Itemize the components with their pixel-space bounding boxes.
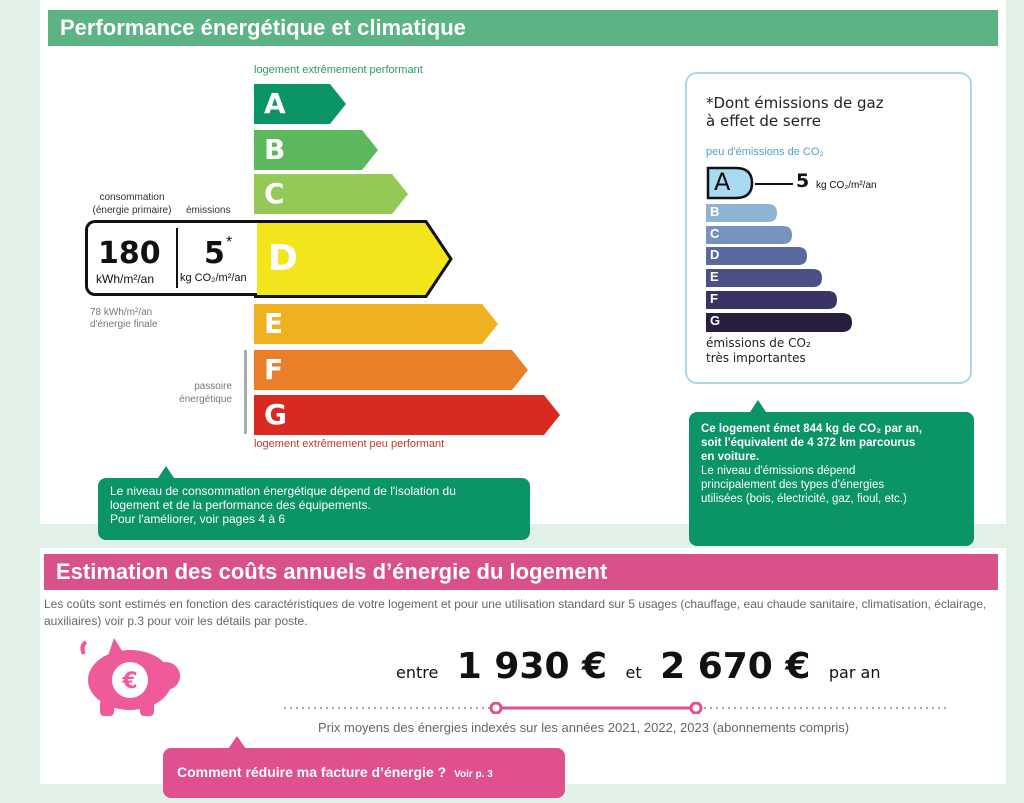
ges-callout-line1: Ce logement émet 844 kg de CO₂ par an, bbox=[701, 423, 923, 435]
energy-section-title: Performance énergétique et climatique bbox=[48, 10, 998, 46]
cost-between: entre bbox=[396, 663, 439, 682]
ges-class-a-current bbox=[706, 166, 754, 205]
cost-low: 1 930 € bbox=[456, 646, 608, 687]
ges-class-a-letter: A bbox=[714, 168, 731, 196]
consumption-divider bbox=[176, 228, 178, 288]
ges-callout bbox=[689, 412, 974, 546]
ges-class-b bbox=[706, 204, 777, 227]
ges-callout-line5: principalement des types d'énergies bbox=[701, 479, 885, 491]
reduce-bill-ref[interactable]: Voir p. 3 bbox=[454, 769, 493, 780]
passoire-line2: énergétique bbox=[179, 394, 232, 405]
energy-callout-line1: Le niveau de consommation énergétique dépend de l'isolation du bbox=[110, 484, 456, 498]
ges-bottom-line2: très importantes bbox=[706, 351, 806, 365]
final-energy-note-line1: 78 kWh/m²/an bbox=[90, 307, 153, 318]
ges-class-f bbox=[706, 291, 837, 314]
ges-bottom-note bbox=[706, 336, 811, 366]
ges-class-d bbox=[706, 247, 807, 270]
passoire-line1: passoire bbox=[194, 381, 232, 392]
energy-class-a-letter: A bbox=[264, 87, 286, 120]
ges-title bbox=[706, 94, 884, 130]
consumption-value: 180 bbox=[98, 236, 161, 271]
energy-callout-line2: logement et de la performance des équipements. bbox=[110, 498, 371, 512]
reduce-bill-callout[interactable] bbox=[163, 748, 565, 798]
ges-top-note: peu d'émissions de CO₂ bbox=[706, 146, 824, 158]
ges-class-c-letter: C bbox=[710, 226, 720, 241]
ges-callout-line2: soit l'équivalent de 4 372 km parcourus bbox=[701, 437, 916, 449]
energy-callout bbox=[98, 478, 530, 540]
energy-class-f bbox=[254, 350, 528, 390]
energy-class-f-letter: F bbox=[264, 353, 284, 386]
ges-title-line2: à effet de serre bbox=[706, 112, 821, 130]
ges-callout-line4: Le niveau d'émissions dépend bbox=[701, 465, 856, 477]
emissions-star: * bbox=[226, 234, 233, 251]
ges-class-g bbox=[706, 313, 852, 337]
energy-class-d-current bbox=[254, 220, 454, 298]
ges-title-line1: *Dont émissions de gaz bbox=[706, 94, 884, 112]
energy-top-note: logement extrêmement performant bbox=[254, 64, 423, 76]
piggy-bank-euro-icon bbox=[78, 636, 188, 723]
final-energy-note-line2: d'énergie finale bbox=[90, 319, 158, 330]
consumption-header: consommation (énergie primaire) bbox=[92, 192, 172, 216]
ges-current-unit: kg CO₂/m²/an bbox=[816, 180, 877, 191]
cost-range bbox=[396, 646, 880, 687]
ges-bottom-line1: émissions de CO₂ bbox=[706, 336, 811, 350]
energy-class-c-letter: C bbox=[264, 177, 285, 210]
ges-class-g-letter: G bbox=[710, 313, 721, 328]
energy-class-g bbox=[254, 395, 560, 435]
energy-class-e-letter: E bbox=[264, 307, 284, 340]
ges-class-b-letter: B bbox=[710, 204, 720, 219]
ges-class-e bbox=[706, 269, 822, 292]
energy-class-b bbox=[254, 130, 378, 170]
energy-class-a bbox=[254, 84, 346, 124]
ges-class-d-letter: D bbox=[710, 247, 720, 262]
energy-class-e bbox=[254, 304, 498, 344]
energy-class-d-letter: D bbox=[268, 238, 298, 279]
svg-text:€: € bbox=[122, 669, 138, 694]
cost-note: Prix moyens des énergies indexés sur les années 2021, 2022, 2023 (abonnements compris) bbox=[318, 720, 850, 735]
emissions-unit: kg CO₂/m²/an bbox=[180, 272, 247, 284]
ges-class-c bbox=[706, 226, 792, 249]
cost-and: et bbox=[625, 663, 642, 682]
cost-per-year: par an bbox=[828, 663, 881, 682]
energy-callout-arrow bbox=[158, 466, 174, 478]
cost-range-line bbox=[284, 701, 946, 719]
energy-class-g-letter: G bbox=[264, 398, 287, 431]
ges-class-f-letter: F bbox=[710, 291, 718, 306]
energy-callout-line3: Pour l'améliorer, voir pages 4 à 6 bbox=[110, 512, 286, 526]
energy-class-b-letter: B bbox=[264, 133, 286, 166]
energy-bottom-note: logement extrêmement peu performant bbox=[254, 438, 445, 450]
emissions-header: émissions bbox=[186, 205, 231, 216]
consumption-unit: kWh/m²/an bbox=[96, 272, 155, 286]
ges-current-line bbox=[755, 183, 793, 185]
cost-high: 2 670 € bbox=[660, 646, 811, 687]
emissions-value: 5 bbox=[204, 236, 225, 271]
ges-callout-line6: utilisées (bois, électricité, gaz, fioul, etc.) bbox=[701, 493, 907, 505]
ges-class-e-letter: E bbox=[710, 269, 719, 284]
reduce-bill-label: Comment réduire ma facture d’énergie ? bbox=[177, 764, 447, 780]
passoire-bracket bbox=[244, 350, 247, 434]
energy-class-c bbox=[254, 174, 408, 214]
ges-current-value: 5 bbox=[796, 170, 810, 192]
cost-description: Les coûts sont estimés en fonction des caractéristiques de votre logement et pour une utilisation standard sur 5 usages (chauffage, eau chaude sanitaire, climatisation, éclairage, auxiliaires) voir p.3 pour voir les détails par poste. bbox=[44, 597, 987, 628]
cost-section-title: Estimation des coûts annuels d’énergie du logement bbox=[44, 554, 998, 590]
ges-callout-line3: en voiture. bbox=[701, 451, 760, 463]
ges-callout-arrow bbox=[750, 400, 766, 412]
